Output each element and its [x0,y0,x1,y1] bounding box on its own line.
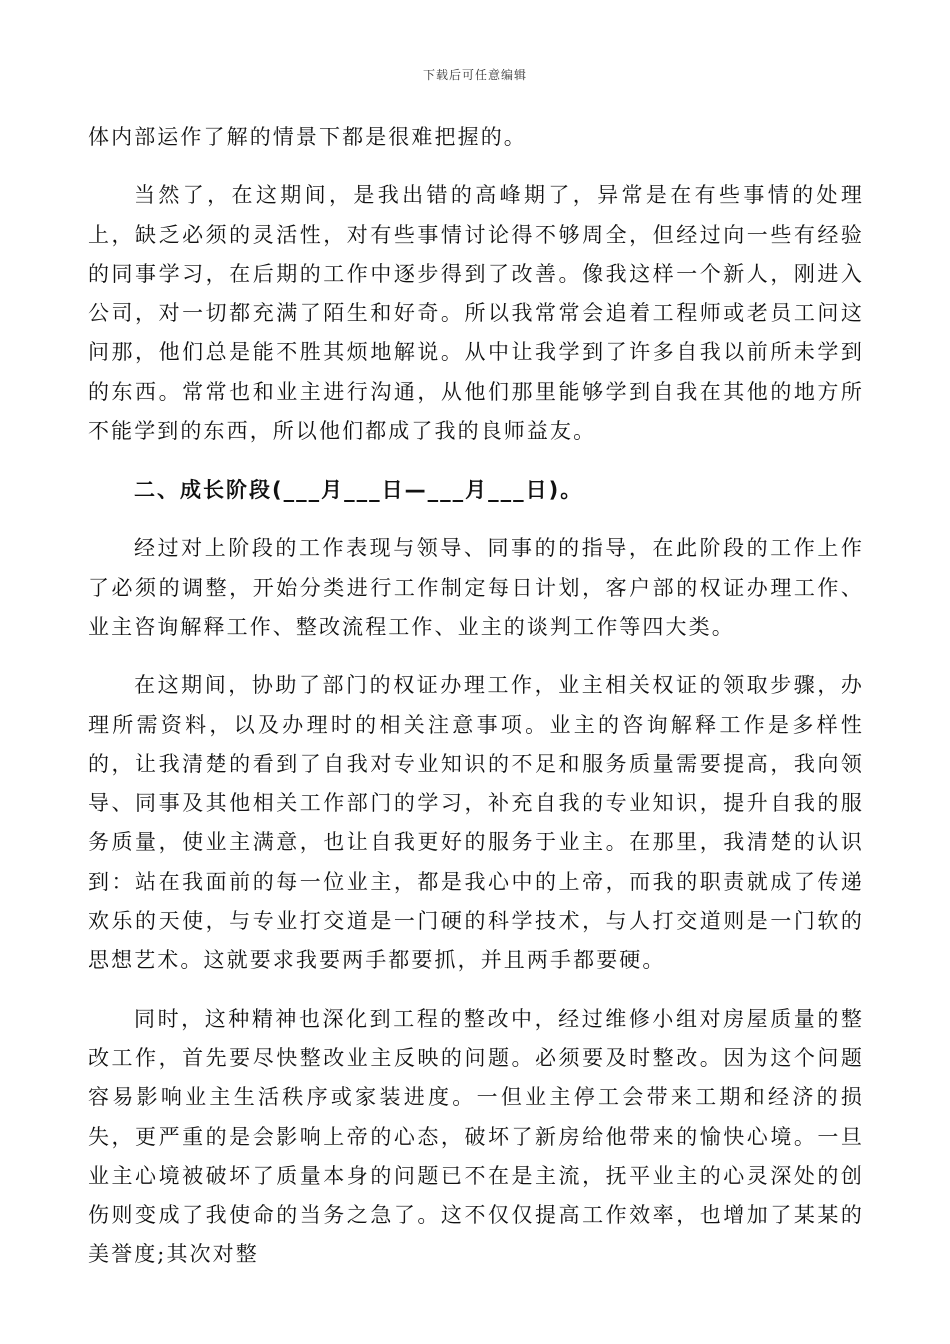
paragraph-rectification: 同时，这种精神也深化到工程的整改中，经过维修小组对房屋质量的整改工作，首先要尽快整改业主反映的问题。必须要及时整改。因为这个问题容易影响业主生活秩序或家装进度。一但业主停工会带来工期和经济的损失，更严重的是会影响上帝的心态，破坏了新房给他带来的愉快心境。一旦业主心境被破坏了质量本身的问题已不在是主流，抚平业主的心灵深处的创伤则变成了我使命的当务之急了。这不仅仅提高工作效率，也增加了某某的美誉度;其次对整 [88,1006,864,1267]
page-header-note: 下载后可任意编辑 [422,68,527,82]
paragraph-adjustment: 经过对上阶段的工作表现与领导、同事的的指导，在此阶段的工作上作了必须的调整，开始分类进行工作制定每日计划，客户部的权证办理工作、业主咨询解释工作、整改流程工作、业主的谈判工作等四大类。 [88,536,864,639]
paragraph-learning-period: 当然了，在这期间，是我出错的高峰期了，异常是在有些事情的处理上，缺乏必须的灵活性，对有些事情讨论得不够周全，但经过向一些有经验的同事学习，在后期的工作中逐步得到了改善。像我这样一个新人，刚进入公司，对一切都充满了陌生和好奇。所以我常常会追着工程师或老员工问这问那，他们总是能不胜其烦地解说。从中让我学到了许多自我以前所未学到的东西。常常也和业主进行沟通，从他们那里能够学到自我在其他的地方所不能学到的东西，所以他们都成了我的良师益友。 [88,183,864,444]
paragraph-continuation: 体内部运作了解的情景下都是很难把握的。 [88,125,527,149]
section-heading-growth-stage: 二、成长阶段(___月___日—___月___日)。 [134,478,584,503]
document-body [88,118,864,1275]
paragraph-assistance: 在这期间，协助了部门的权证办理工作，业主相关权证的领取步骤，办理所需资料，以及办理时的相关注意事项。业主的咨询解释工作是多样性的，让我清楚的看到了自我对专业知识的不足和服务质量需要提高，我向领导、同事及其他相关工作部门的学习，补充自我的专业知识，提升自我的服务质量，使业主满意，也让自我更好的服务于业主。在那里，我清楚的认识到：站在我面前的每一位业主，都是我心中的上帝，而我的职责就成了传递欢乐的天使，与专业打交道是一门硬的科学技术，与人打交道则是一门软的思想艺术。这就要求我要两手都要抓，并且两手都要硬。 [88,673,864,973]
